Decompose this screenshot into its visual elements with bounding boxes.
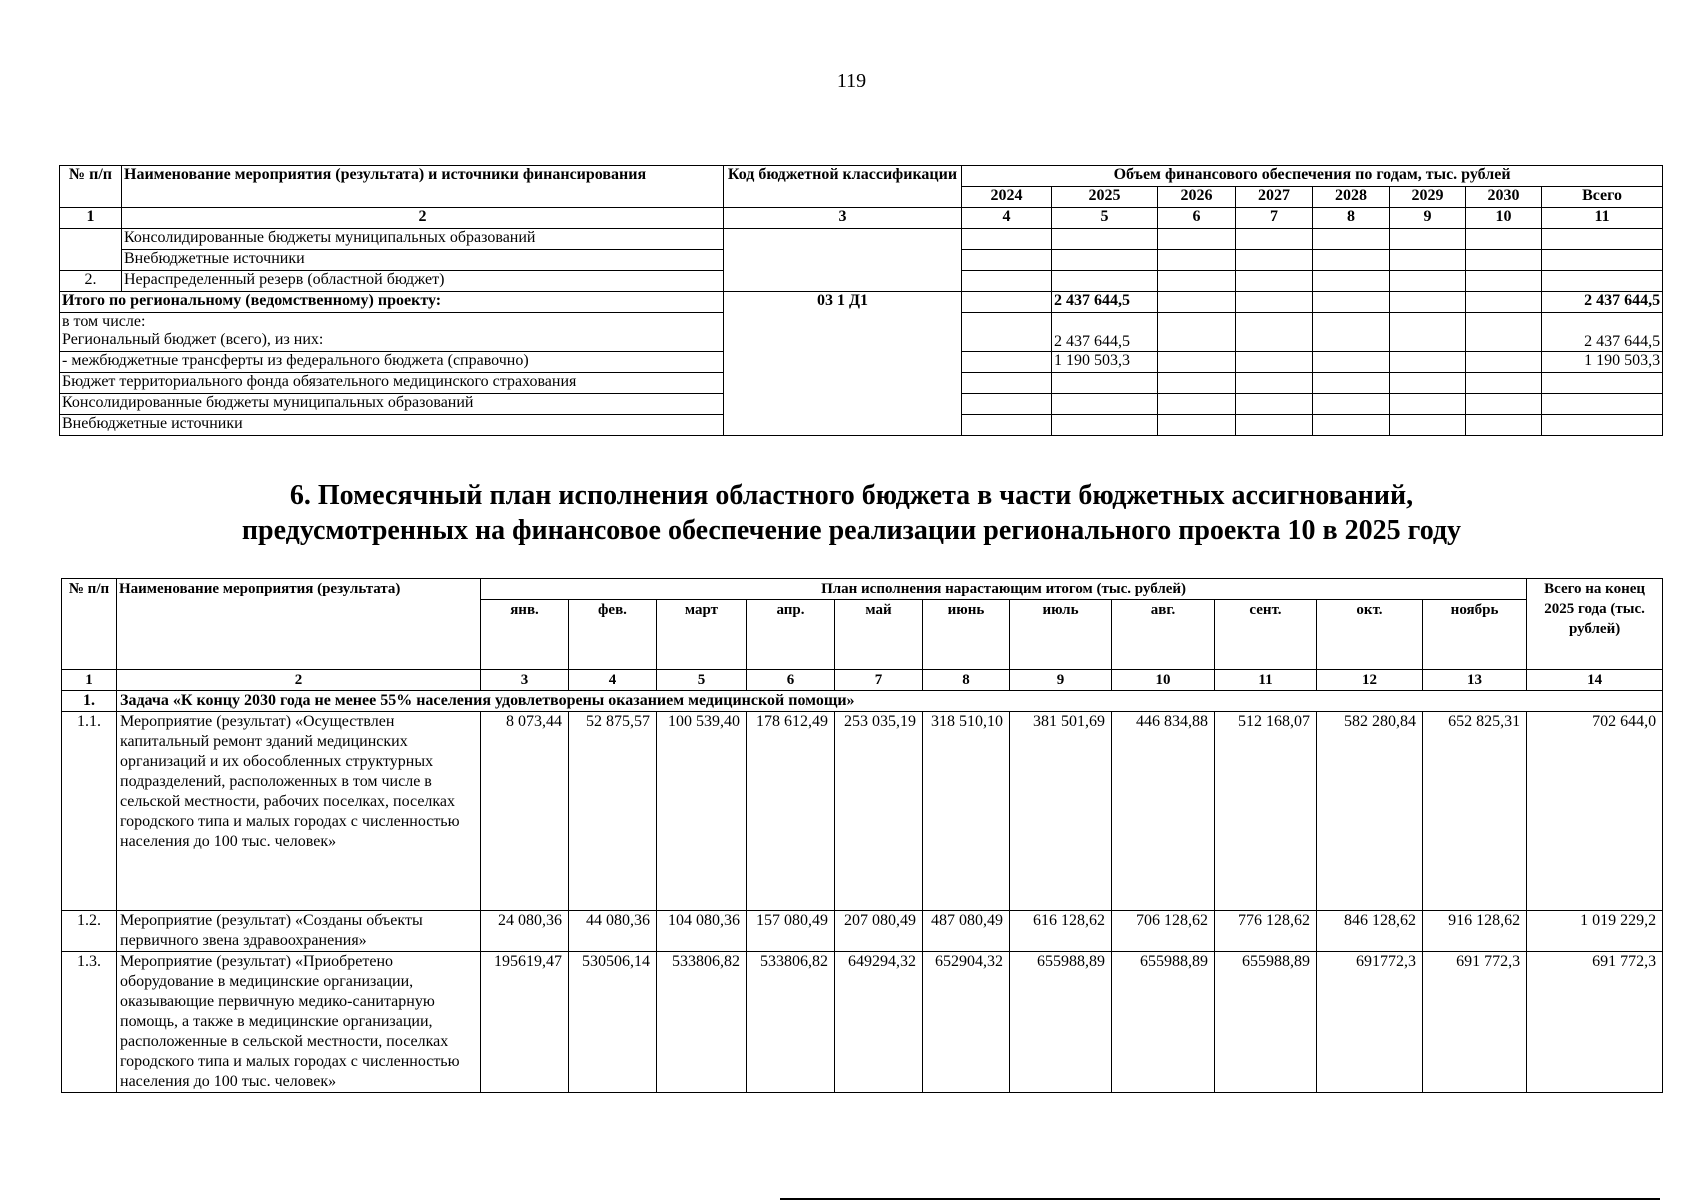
header-num: № п/п	[62, 579, 117, 670]
col-number: 9	[1390, 208, 1466, 229]
task-num: 1.	[62, 691, 117, 712]
month-oct: окт.	[1317, 600, 1423, 670]
header-name: Наименование мероприятия (результата) и источники финансирования	[122, 166, 724, 208]
row-num: 1.3.	[62, 952, 117, 1093]
section-title-line2: предусмотренных на финансовое обеспечение реализации регионального проекта 10 в 2025 году	[241, 515, 1462, 546]
col-number: 7	[835, 670, 923, 691]
year-2024: 2024	[962, 187, 1052, 208]
row-num: 1.1.	[62, 712, 117, 911]
year-2029: 2029	[1390, 187, 1466, 208]
value-cell: 1 019 229,2	[1527, 911, 1663, 952]
year-2025: 2025	[1052, 187, 1158, 208]
col-number: 11	[1542, 208, 1663, 229]
value-cell: 691772,3	[1317, 952, 1423, 1093]
col-number: 14	[1527, 670, 1663, 691]
year-2028: 2028	[1313, 187, 1390, 208]
value-cell: 776 128,62	[1215, 911, 1317, 952]
value-cell: 652 825,31	[1423, 712, 1527, 911]
header-name: Наименование мероприятия (результата)	[117, 579, 481, 670]
value-cell: 649294,32	[835, 952, 923, 1093]
federal-name: - межбюджетные трансферты из федерального бюджета (справочно)	[60, 352, 724, 373]
header-plan: План исполнения нарастающим итогом (тыс. рублей)	[481, 579, 1527, 600]
value-cell: 207 080,49	[835, 911, 923, 952]
section-title-line1: 6. Помесячный план исполнения областного бюджета в части бюджетных ассигнований,	[289, 480, 1414, 511]
value-cell: 104 080,36	[657, 911, 747, 952]
section-title	[0, 478, 1703, 548]
col-number: 6	[747, 670, 835, 691]
value-cell: 253 035,19	[835, 712, 923, 911]
col-number: 13	[1423, 670, 1527, 691]
value-cell: 616 128,62	[1010, 911, 1112, 952]
value-cell: 533806,82	[747, 952, 835, 1093]
col-number: 2	[117, 670, 481, 691]
value-cell: 652904,32	[923, 952, 1010, 1093]
financing-table	[59, 165, 1663, 436]
column-numbers-row	[62, 670, 1663, 691]
col-number: 3	[724, 208, 962, 229]
year-total: Всего	[1542, 187, 1663, 208]
value-cell: 655988,89	[1112, 952, 1215, 1093]
col-number: 4	[569, 670, 657, 691]
month-jul: июль	[1010, 600, 1112, 670]
month-jan: янв.	[481, 600, 569, 670]
header-code: Код бюджетной классификации	[724, 166, 962, 208]
incl-label: в том числе:	[62, 313, 146, 330]
value-cell: 318 510,10	[923, 712, 1010, 911]
value-cell: 44 080,36	[569, 911, 657, 952]
month-may: май	[835, 600, 923, 670]
row-name: Нераспределенный резерв (областной бюджет)	[122, 271, 724, 292]
column-numbers-row	[60, 208, 1663, 229]
col-number: 8	[1313, 208, 1390, 229]
total-name: Итого по региональному (ведомственному) проекту:	[60, 292, 724, 313]
value-cell: 916 128,62	[1423, 911, 1527, 952]
year-2026: 2026	[1158, 187, 1236, 208]
value-cell: 178 612,49	[747, 712, 835, 911]
value-cell: 655988,89	[1215, 952, 1317, 1093]
col-number: 7	[1236, 208, 1313, 229]
year-2027: 2027	[1236, 187, 1313, 208]
value-cell: 691 772,3	[1423, 952, 1527, 1093]
federal-2025: 1 190 503,3	[1052, 352, 1158, 373]
value-cell: 846 128,62	[1317, 911, 1423, 952]
value-cell: 446 834,88	[1112, 712, 1215, 911]
table-row	[62, 712, 1663, 911]
month-feb: фев.	[569, 600, 657, 670]
value-cell: 530506,14	[569, 952, 657, 1093]
year-2030: 2030	[1466, 187, 1542, 208]
col-number: 3	[481, 670, 569, 691]
col-number: 6	[1158, 208, 1236, 229]
value-cell: 487 080,49	[923, 911, 1010, 952]
row-num: 2.	[60, 271, 122, 292]
col-number: 10	[1466, 208, 1542, 229]
value-cell: 582 280,84	[1317, 712, 1423, 911]
col-number: 11	[1215, 670, 1317, 691]
table-row	[62, 911, 1663, 952]
value-cell: 100 539,40	[657, 712, 747, 911]
header-num: № п/п	[60, 166, 122, 208]
col-number: 8	[923, 670, 1010, 691]
task-row	[62, 691, 1663, 712]
col-number: 12	[1317, 670, 1423, 691]
total-all: 2 437 644,5	[1542, 292, 1663, 313]
month-apr: апр.	[747, 600, 835, 670]
row-name: Мероприятие (результат) «Осуществлен капитальный ремонт зданий медицинских организаций и их обособленных структурных подразделений, расположенных в том числе в сельской местности, рабочих поселках, поселках городского типа и малых городах с численностью населения до 100 тыс. человек»	[117, 712, 481, 911]
value-cell: 381 501,69	[1010, 712, 1112, 911]
month-sep: сент.	[1215, 600, 1317, 670]
value-cell: 195619,47	[481, 952, 569, 1093]
value-cell: 512 168,07	[1215, 712, 1317, 911]
row-name: Консолидированные бюджеты муниципальных образований	[122, 229, 724, 250]
table-row	[60, 292, 1663, 313]
value-cell: 8 073,44	[481, 712, 569, 911]
value-cell: 655988,89	[1010, 952, 1112, 1093]
row-name: Внебюджетные источники	[122, 250, 724, 271]
task-name: Задача «К концу 2030 года не менее 55% населения удовлетворены оказанием медицинской помощи»	[117, 691, 1663, 712]
col-number: 1	[60, 208, 122, 229]
total-code: 03 1 Д1	[724, 292, 962, 436]
total-2025: 2 437 644,5	[1052, 292, 1158, 313]
row-name: Мероприятие (результат) «Приобретено оборудование в медицинские организации, оказывающие первичную медико-санитарную помощь, а также в медицинские организации, расположенные в сельской местности, поселках городского типа и малых городах с численностью населения до 100 тыс. человек»	[117, 952, 481, 1093]
value-cell: 706 128,62	[1112, 911, 1215, 952]
value-cell: 533806,82	[657, 952, 747, 1093]
col-number: 9	[1010, 670, 1112, 691]
header-total: Всего на конец 2025 года (тыс. рублей)	[1527, 579, 1663, 670]
col-number: 1	[62, 670, 117, 691]
col-number: 5	[1052, 208, 1158, 229]
federal-all: 1 190 503,3	[1542, 352, 1663, 373]
value-cell: 691 772,3	[1527, 952, 1663, 1093]
value-cell: 157 080,49	[747, 911, 835, 952]
regional-2025: 2 437 644,5	[1052, 313, 1158, 352]
value-cell: 24 080,36	[481, 911, 569, 952]
table-row	[60, 229, 1663, 250]
col-number: 5	[657, 670, 747, 691]
table-row	[62, 952, 1663, 1093]
month-mar: март	[657, 600, 747, 670]
row-name: Мероприятие (результат) «Созданы объекты первичного звена здравоохранения»	[117, 911, 481, 952]
regional-all: 2 437 644,5	[1542, 313, 1663, 352]
muni-name: Консолидированные бюджеты муниципальных образований	[60, 394, 724, 415]
month-nov: ноябрь	[1423, 600, 1527, 670]
regional-name: Региональный бюджет (всего), из них:	[62, 331, 324, 348]
month-aug: авг.	[1112, 600, 1215, 670]
col-number: 2	[122, 208, 724, 229]
monthly-plan-table	[61, 578, 1663, 1093]
header-volume: Объем финансового обеспечения по годам, тыс. рублей	[962, 166, 1663, 187]
row-num: 1.2.	[62, 911, 117, 952]
page-number: 119	[836, 70, 867, 92]
col-number: 10	[1112, 670, 1215, 691]
col-number: 4	[962, 208, 1052, 229]
extra-name: Внебюджетные источники	[60, 415, 724, 436]
value-cell: 702 644,0	[1527, 712, 1663, 911]
value-cell: 52 875,57	[569, 712, 657, 911]
tfoms-name: Бюджет территориального фонда обязательного медицинского страхования	[60, 373, 724, 394]
month-jun: июнь	[923, 600, 1010, 670]
